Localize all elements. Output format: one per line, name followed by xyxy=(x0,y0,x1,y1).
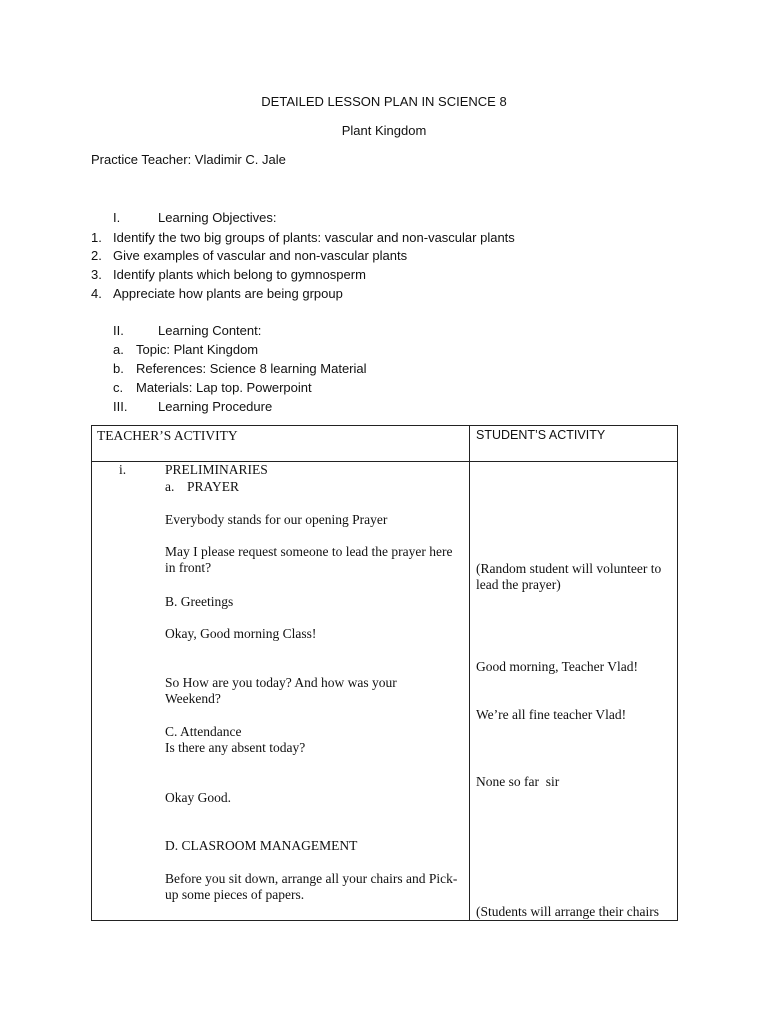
table-column-divider xyxy=(469,425,470,921)
prayer-heading: PRAYER xyxy=(187,479,240,494)
student-activity-header: STUDENT’S ACTIVITY xyxy=(476,428,606,442)
content-letter: c. xyxy=(113,380,124,395)
teacher-line: May I please request someone to lead the prayer here in front? xyxy=(165,544,453,575)
section-2-heading: Learning Content: xyxy=(158,323,262,338)
objective-text: Give examples of vascular and non-vascular plants xyxy=(113,248,408,263)
objective-num: 2. xyxy=(91,248,102,263)
section-1-numeral: I. xyxy=(113,210,121,225)
section-2-numeral: II. xyxy=(113,323,124,338)
preliminaries-heading: PRELIMINARIES xyxy=(165,462,268,477)
student-line: Good morning, Teacher Vlad! xyxy=(476,659,639,674)
objective-num: 4. xyxy=(91,286,102,301)
section-3-numeral: III. xyxy=(113,399,128,414)
objective-text: Identify plants which belong to gymnosperm xyxy=(113,267,366,282)
teacher-line: Is there any absent today? xyxy=(165,740,306,755)
teacher-line: Everybody stands for our opening Prayer xyxy=(165,512,388,527)
content-text: Materials: Lap top. Powerpoint xyxy=(136,380,312,395)
content-letter: a. xyxy=(113,342,124,357)
objective-num: 1. xyxy=(91,230,102,245)
teacher-line: Before you sit down, arrange all your chairs and Pick-up some pieces of papers. xyxy=(165,871,458,902)
objective-text: Appreciate how plants are being grpoup xyxy=(113,286,343,301)
classroom-management-heading: D. CLASROOM MANAGEMENT xyxy=(165,838,358,853)
objective-text: Identify the two big groups of plants: vascular and non-vascular plants xyxy=(113,230,515,245)
greetings-heading: B. Greetings xyxy=(165,594,234,609)
teacher-line: Okay Good. xyxy=(165,790,231,805)
attendance-heading: C. Attendance xyxy=(165,724,242,739)
teacher-line: Okay, Good morning Class! xyxy=(165,626,317,641)
content-letter: b. xyxy=(113,361,124,376)
document-subtitle: Plant Kingdom xyxy=(341,123,427,138)
student-line: None so far sir xyxy=(476,774,560,789)
section-3-heading: Learning Procedure xyxy=(158,399,273,414)
objective-num: 3. xyxy=(91,267,102,282)
student-line: (Random student will volunteer to lead the prayer) xyxy=(476,561,662,592)
content-text: Topic: Plant Kingdom xyxy=(136,342,259,357)
teacher-line: So How are you today? And how was your Weekend? xyxy=(165,675,397,706)
student-line: (Students will arrange their chairs xyxy=(476,904,659,919)
section-1-heading: Learning Objectives: xyxy=(158,210,277,225)
practice-teacher: Practice Teacher: Vladimir C. Jale xyxy=(91,152,286,167)
preliminaries-roman: i. xyxy=(119,462,127,477)
document-title: DETAILED LESSON PLAN IN SCIENCE 8 xyxy=(261,94,507,109)
teacher-activity-header: TEACHER’S ACTIVITY xyxy=(97,428,238,443)
content-text: References: Science 8 learning Material xyxy=(136,361,367,376)
prayer-letter: a. xyxy=(165,479,175,494)
student-line: We’re all fine teacher Vlad! xyxy=(476,707,627,722)
